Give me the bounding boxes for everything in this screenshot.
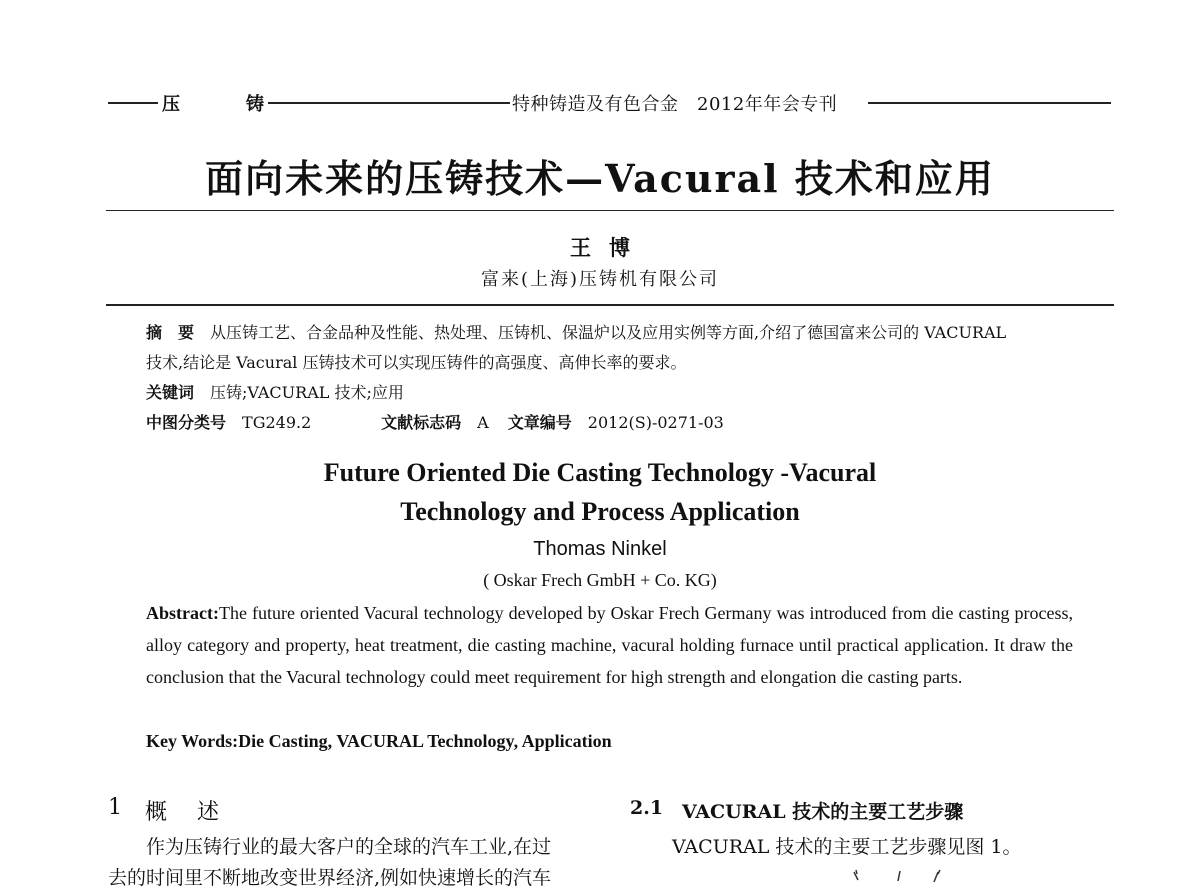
doc-code-value: A [477,413,489,432]
keywords-cn [146,378,1076,408]
affiliation-cn: 富来(上海)压铸机有限公司 [480,269,720,290]
abstract-cn-line-1 [146,318,1076,348]
article-no-value: 2012(S)-0271-03 [587,413,724,432]
article-no-label: 文章编号 [507,413,572,432]
classification-line [146,408,1076,438]
affiliation-rule [106,304,1114,306]
abstract-cn [146,318,1076,438]
abstract-en-label: Abstract: [146,603,219,623]
title-rule [106,210,1114,211]
english-author: Thomas Ninkel [533,538,667,560]
header-rule-right [868,102,1111,104]
section-1-text-line-1: 作为压铸行业的最大客户的全球的汽车工业,在过 [146,836,552,858]
abstract-cn-text-1: 从压铸工艺、合金品种及性能、热处理、压铸机、保温炉以及应用实例等方面,介绍了德国富来公司的 VACURAL [210,323,1007,342]
keywords-cn-text: 压铸;VACURAL 技术;应用 [210,383,404,402]
figure-stroke-3 [934,870,940,882]
english-title-line-1: Future Oriented Die Casting Technology -Vacural [323,458,877,487]
author-name-cn: 王博 [570,235,648,260]
figure-1-fragment [840,868,960,888]
doc-code-label: 文献标志码 [381,413,462,432]
keywords-cn-label: 关键词 [146,383,195,402]
abstract-en [146,597,1073,693]
journal-name-left: 压 [162,94,181,115]
abstract-cn-text-2: 技术,结论是 Vacural 压铸技术可以实现压铸件的高强度、高伸长率的要求。 [146,353,687,372]
section-1-text-line-2: 去的时间里不断地改变世界经济,例如快速增长的汽车 [108,867,552,889]
section-1-title: 概 述 [145,800,224,825]
section-2-1-title: VACURAL 技术的主要工艺步骤 [682,801,964,823]
abstract-cn-label: 摘 要 [146,323,195,342]
section-2-1-number: 2.1 [630,797,664,819]
abstract-en-text: The future oriented Vacural technology developed by Oskar Frech Germany was introduced from die casting process, alloy category and property, heat treatment, die casting machine, vacural holding furnace until practical application. It draw the conclusion that the Vacural technology could meet requirement for high strength and elongation die casting parts. [146,603,1073,687]
english-affiliation: ( Oskar Frech GmbH + Co. KG) [483,570,717,590]
clc-value: TG249.2 [242,413,312,432]
journal-name-right: 铸 [246,94,265,115]
keywords-en-label: Key Words: [146,731,239,751]
section-2-1-text-line-1: VACURAL 技术的主要工艺步骤见图 1。 [672,836,1022,858]
keywords-en [146,725,1073,757]
keywords-en-text: Die Casting, VACURAL Technology, Application [238,731,612,751]
header-rule-middle [268,102,510,104]
page-title: 面向未来的压铸技术—Vacural 技术和应用 [205,156,995,201]
figure-stroke-1 [854,870,858,880]
clc-label: 中图分类号 [146,413,227,432]
english-title-line-2: Technology and Process Application [400,497,800,526]
section-1-number: 1 [108,795,122,820]
figure-stroke-2 [898,871,900,881]
header-rule-left [108,102,158,104]
issue-info: 特种铸造及有色合金 2012年年会专刊 [512,94,838,115]
